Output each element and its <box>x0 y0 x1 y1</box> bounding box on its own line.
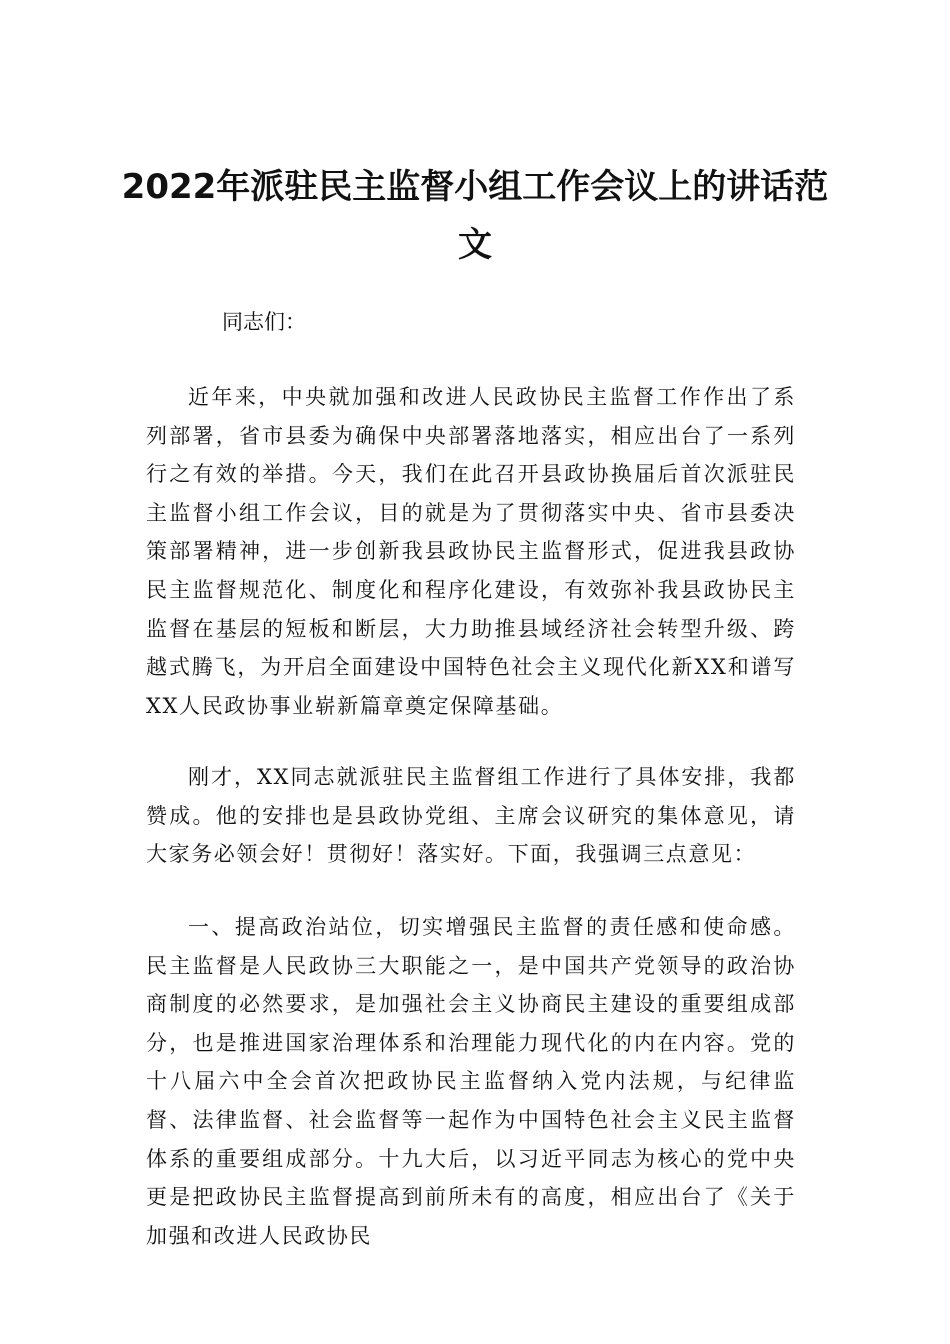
paragraph-arrangement: 刚才，XX同志就派驻民主监督组工作进行了具体安排，我都赞成。他的安排也是县政协党组、主席会议研究的集体意见，请大家务必领会好！贯彻好！落实好。下面，我强调三点意见： <box>146 765 796 867</box>
paragraph-intro: 近年来，中央就加强和改进人民政协民主监督工作作出了系列部署，省市县委为确保中央部署落地落实，相应出台了一系列行之有效的举措。今天，我们在此召开县政协换届后首次派驻民主监督小组工作会议，目的就是为了贯彻落实中央、省市县委决策部署精神，进一步创新我县政协民主监督形式，促进我县政协民主监督规范化、制度化和程序化建设，有效弥补我县政协民主监督在基层的短板和断层，大力助推县域经济社会转型升级、跨越式腾飞，为开启全面建设中国特色社会主义现代化新XX和谱写XX人民政协事业崭新篇章奠定保障基础。 <box>146 385 796 718</box>
salutation: 同志们： <box>222 310 306 334</box>
paragraph-point-one: 一、提高政治站位，切实增强民主监督的责任感和使命感。民主监督是人民政协三大职能之一，是中国共产党领导的政治协商制度的必然要求，是加强社会主义协商民主建设的重要组成部分，也是推进国家治理体系和治理能力现代化的内在内容。党的十八届六中全会首次把政协民主监督纳入党内法规，与纪律监督、法律监督、社会监督等一起作为中国特色社会主义民主监督体系的重要组成部分。十九大后，以习近平同志为核心的党中央更是把政协民主监督提高到前所未有的高度，相应出台了《关于加强和改进人民政协民 <box>146 915 796 1248</box>
document-title: 2022年派驻民主监督小组工作会议上的讲话范文 <box>121 167 829 265</box>
